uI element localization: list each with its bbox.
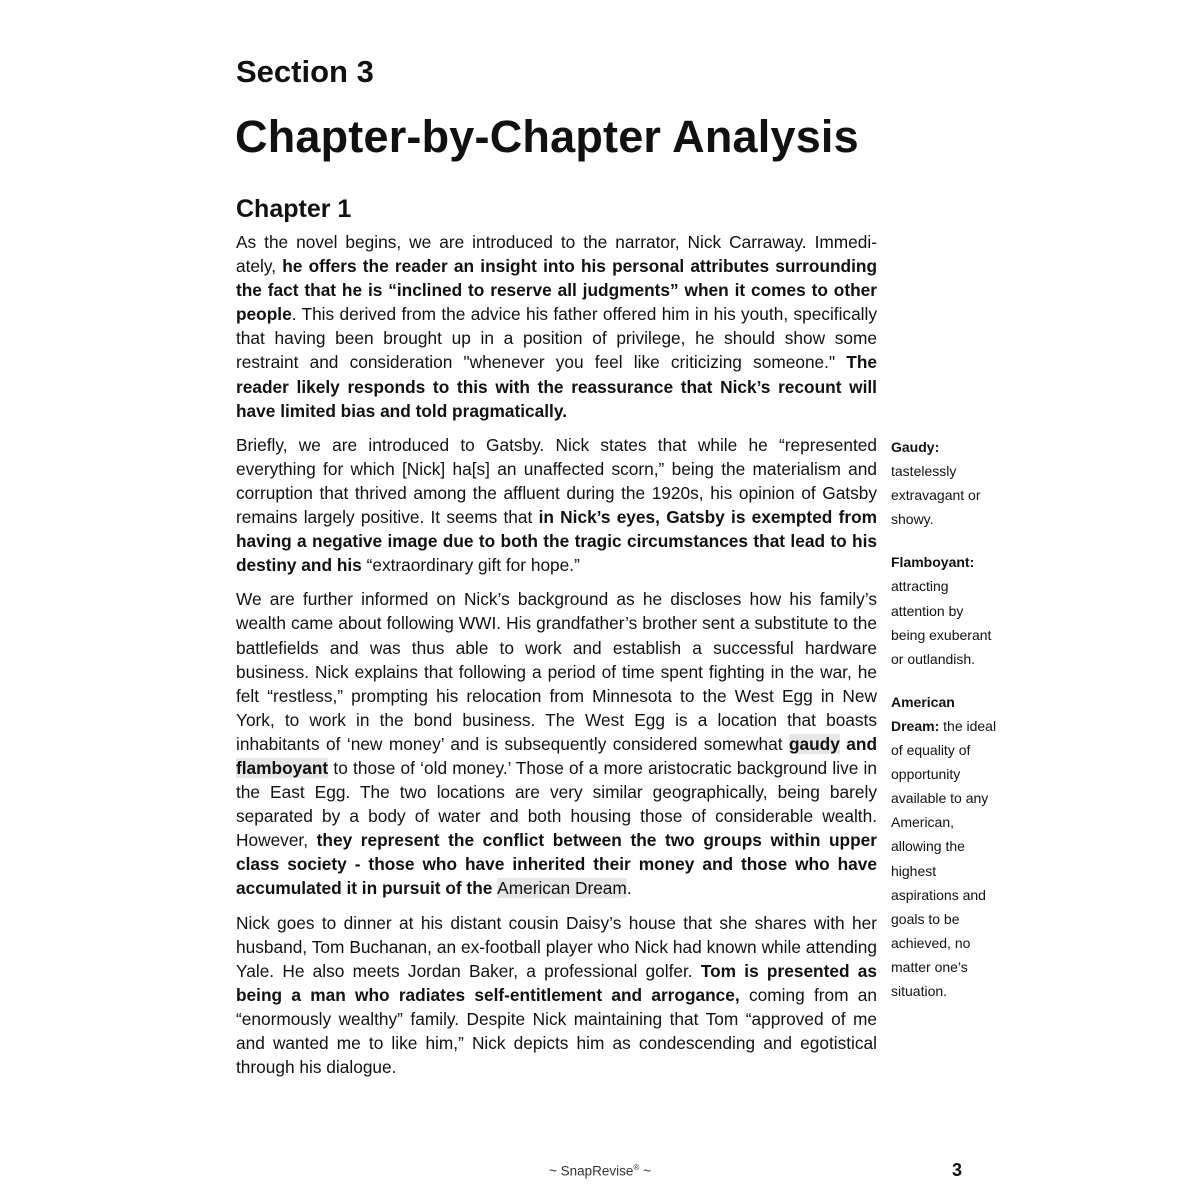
footer-brand xyxy=(0,1163,1200,1179)
text-run: We are further informed on Nick’s background as he discloses how his family’s wealth came about following WWI. His grandfather’s brother sent a substitute to the battlefields and was thus able to work and establish a successful hardware business. Nick explains that following a period of time spent fighting in the war, he felt “restless,” prompting his relocation from Minnesota to the West Egg in New York, to work in the bond business. The West Egg is a location that boasts inhabitants of ‘new money’ and is subsequently considered somewhat xyxy=(236,589,877,754)
text-run: coming from an “enormously wealthy” family. Despite Nick maintaining that Tom “approved of me and wanted me to like him,” Nick depicts him as condescending and egotistical through his dialogue. xyxy=(236,984,878,1078)
glossary-term-highlight-american-dream: American Dream xyxy=(497,878,627,899)
paragraph-intro-gatsby xyxy=(236,433,877,578)
glossary-term-highlight-gaudy: gaudy xyxy=(788,733,840,754)
text-run: As the novel begins, we are introduced to the narrator, Nick Carraway. Immedi-ately, xyxy=(236,232,877,277)
glossary-entry-american-dream xyxy=(891,690,999,1003)
bold-text-run: in Nick’s eyes, Gatsby is exempted from having a negative image due to both the tragic circumstances that lead to his destiny and his xyxy=(236,507,878,576)
page-title: Chapter-by-Chapter Analysis xyxy=(235,111,859,162)
brand-name: ~ SnapRevise xyxy=(549,1163,634,1179)
paragraph-dinner-daisy xyxy=(236,911,877,1080)
bold-text-run: and xyxy=(839,733,877,754)
paragraph-nick-background xyxy=(236,587,877,900)
text-run: Briefly, we are introduced to Gatsby. Nick states that while he “represented everything for which [Nick] ha[s] an unaffected scorn,” being the materialism and corruption that thrived among the affluent during the 1920s, his opinion of Gatsby remains largely positive. It seems that xyxy=(236,434,877,528)
glossary-sidebar xyxy=(891,435,999,1022)
main-text-column xyxy=(236,230,877,1089)
text-run: “extraordinary gift for hope.” xyxy=(361,555,580,576)
paragraph-intro-narrator xyxy=(236,230,877,423)
glossary-definition: attracting attention by being exuberant or outlandish. xyxy=(891,578,992,667)
brand-suffix: ~ xyxy=(639,1163,651,1179)
text-run: . xyxy=(626,878,632,899)
glossary-term-highlight-flamboyant: flamboyant xyxy=(236,757,329,778)
text-run: to those of ‘old money.’ Those of a more aristocratic background live in the East Egg. The two locations are very similar geographically, being barely separated by a body of water and both housing those of considerable wealth. However, xyxy=(236,757,877,851)
bold-text-run: The reader likely responds to this with the reassurance that Nick’s recount will have limited bias and told pragmatically. xyxy=(236,352,877,421)
glossary-term: Gaudy: xyxy=(891,439,940,455)
registered-mark: ® xyxy=(633,1163,640,1172)
glossary-definition: tastelessly extravagant or showy. xyxy=(891,463,981,528)
text-run: . This derived from the advice his father offered him in his youth, specifically that having been brought up in a position of privilege, he should show some restraint and consideration "whenever you feel like criticizing someone." xyxy=(236,304,877,373)
bold-text-run: he offers the reader an insight into his personal attributes surrounding the fact that he is “inclined to reserve all judgments” when it comes to other people xyxy=(236,256,877,325)
glossary-term: Flamboyant: xyxy=(891,554,975,571)
text-run: Nick goes to dinner at his distant cousin Daisy’s house that she shares with her husband, Tom Buchanan, an ex-football player who Nick had known while attending Yale. He also meets Jordan Baker, a professional golfer. xyxy=(236,912,877,981)
bold-text-run: they represent the conflict between the two groups within upper class society - those who have inherited their money and those who have accumulated it in pursuit of the xyxy=(236,830,877,899)
chapter-heading: Chapter 1 xyxy=(236,195,352,223)
page-number: 3 xyxy=(952,1160,963,1180)
glossary-entry-gaudy xyxy=(891,435,999,531)
glossary-definition: the ideal of equality of opportunity available to any American, allowing the highest aspirations and goals to be achieved, no matter one’s situation. xyxy=(891,717,997,999)
section-label: Section 3 xyxy=(236,54,374,89)
glossary-term: American Dream: xyxy=(891,693,955,734)
glossary-entry-flamboyant xyxy=(891,550,999,670)
bold-text-run: Tom is presented as being a man who radiates self-entitlement and arrogance, xyxy=(236,960,877,1005)
